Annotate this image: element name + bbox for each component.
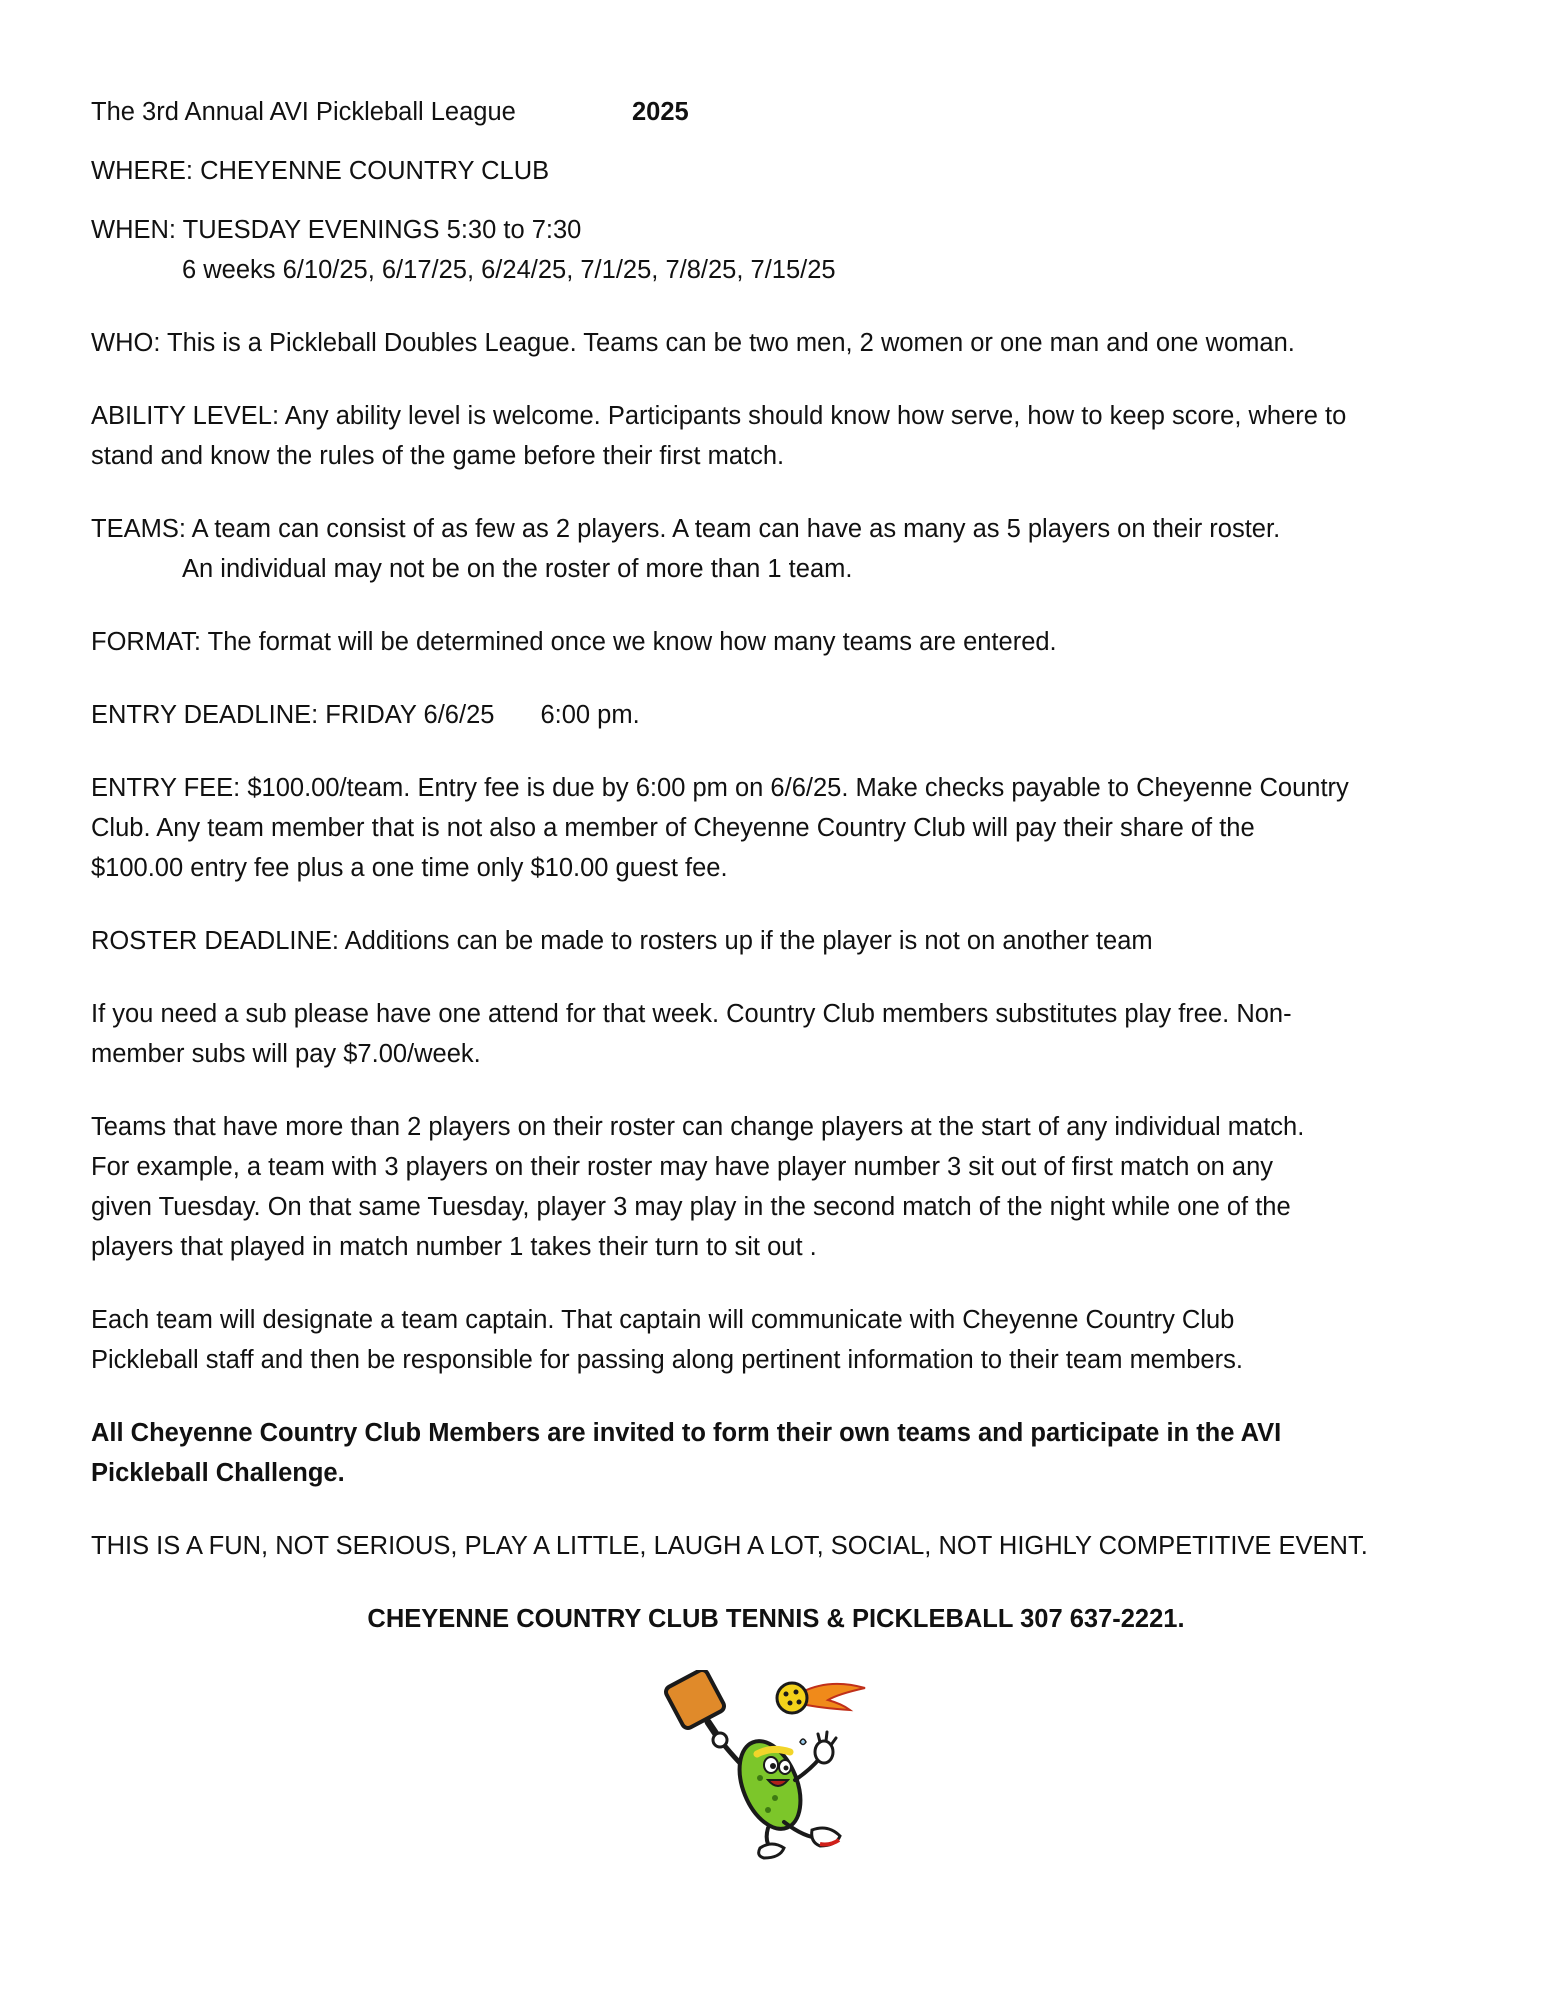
captain-line-1: Each team will designate a team captain. That captain will communicate with Cheyenne Country Club [91,1306,1235,1334]
entry-fee-section [91,768,1461,888]
sub-line-2: member subs will pay $7.00/week. [91,1040,481,1068]
when-dates: 6 weeks 6/10/25, 6/17/25, 6/24/25, 7/1/25, 7/8/25, 7/15/25 [182,256,836,284]
sub-line-1: If you need a sub please have one attend for that week. Country Club members substitutes play free. Non- [91,1000,1292,1028]
entry-deadline-label: ENTRY DEADLINE: FRIDAY 6/6/25 [91,701,495,729]
entry-deadline-line [91,695,1461,735]
ability-section [91,396,1461,476]
flaming-ball-icon [777,1683,865,1713]
rotation-line-1: Teams that have more than 2 players on their roster can change players at the start of any individual match. [91,1113,1305,1141]
who-line: WHO: This is a Pickleball Doubles League. Teams can be two men, 2 women or one man and one woman. [91,329,1295,357]
where-line: WHERE: CHEYENNE COUNTRY CLUB [91,157,550,185]
teams-line-1: TEAMS: A team can consist of as few as 2 players. A team can have as many as 5 players on their roster. [91,515,1281,543]
rotation-section [91,1107,1461,1267]
fun-event-line: THIS IS A FUN, NOT SERIOUS, PLAY A LITTLE, LAUGH A LOT, SOCIAL, NOT HIGHLY COMPETITIVE EVENT. [91,1532,1368,1560]
when-section [91,210,1461,290]
captain-section [91,1300,1461,1380]
captain-line-2: Pickleball staff and then be responsible for passing along pertinent information to their team members. [91,1346,1243,1374]
flyer-body [91,92,1461,1639]
invite-section [91,1413,1461,1493]
ability-line-2: stand and know the rules of the game before their first match. [91,442,785,470]
paddle-icon [664,1670,726,1740]
teams-section [91,509,1461,589]
league-title: The 3rd Annual AVI Pickleball League [91,98,516,126]
format-line: FORMAT: The format will be determined once we know how many teams are entered. [91,628,1057,656]
rotation-line-2: For example, a team with 3 players on their roster may have player number 3 sit out of first match on any [91,1153,1274,1181]
sub-section [91,994,1461,1074]
ability-line-1: ABILITY LEVEL: Any ability level is welcome. Participants should know how serve, how to keep score, where to [91,402,1347,430]
glove-hand-icon [815,1732,836,1763]
rotation-line-3: given Tuesday. On that same Tuesday, player 3 may play in the second match of the night while one of the [91,1193,1291,1221]
invite-line-1: All Cheyenne Country Club Members are invited to form their own teams and participate in the AVI [91,1419,1282,1447]
rotation-line-4: players that played in match number 1 takes their turn to sit out . [91,1233,817,1261]
entry-fee-line-2: Club. Any team member that is not also a member of Cheyenne Country Club will pay their share of the [91,814,1255,842]
league-year: 2025 [632,98,689,126]
entry-deadline-time: 6:00 pm. [540,701,640,729]
pickle-body-icon [728,1732,813,1838]
contact-line: CHEYENNE COUNTRY CLUB TENNIS & PICKLEBALL 307 637-2221. [367,1605,1185,1633]
entry-fee-line-3: $100.00 entry fee plus a one time only $10.00 guest fee. [91,854,728,882]
roster-deadline-line: ROSTER DEADLINE: Additions can be made to rosters up if the player is not on another team [91,927,1153,955]
pickle-mascot-icon [660,1670,875,1865]
invite-line-2: Pickleball Challenge. [91,1459,345,1487]
when-line: WHEN: TUESDAY EVENINGS 5:30 to 7:30 [91,216,582,244]
teams-line-2: An individual may not be on the roster of more than 1 team. [182,555,853,583]
entry-fee-line-1: ENTRY FEE: $100.00/team. Entry fee is due by 6:00 pm on 6/6/25. Make checks payable to Cheyenne Country [91,774,1349,802]
